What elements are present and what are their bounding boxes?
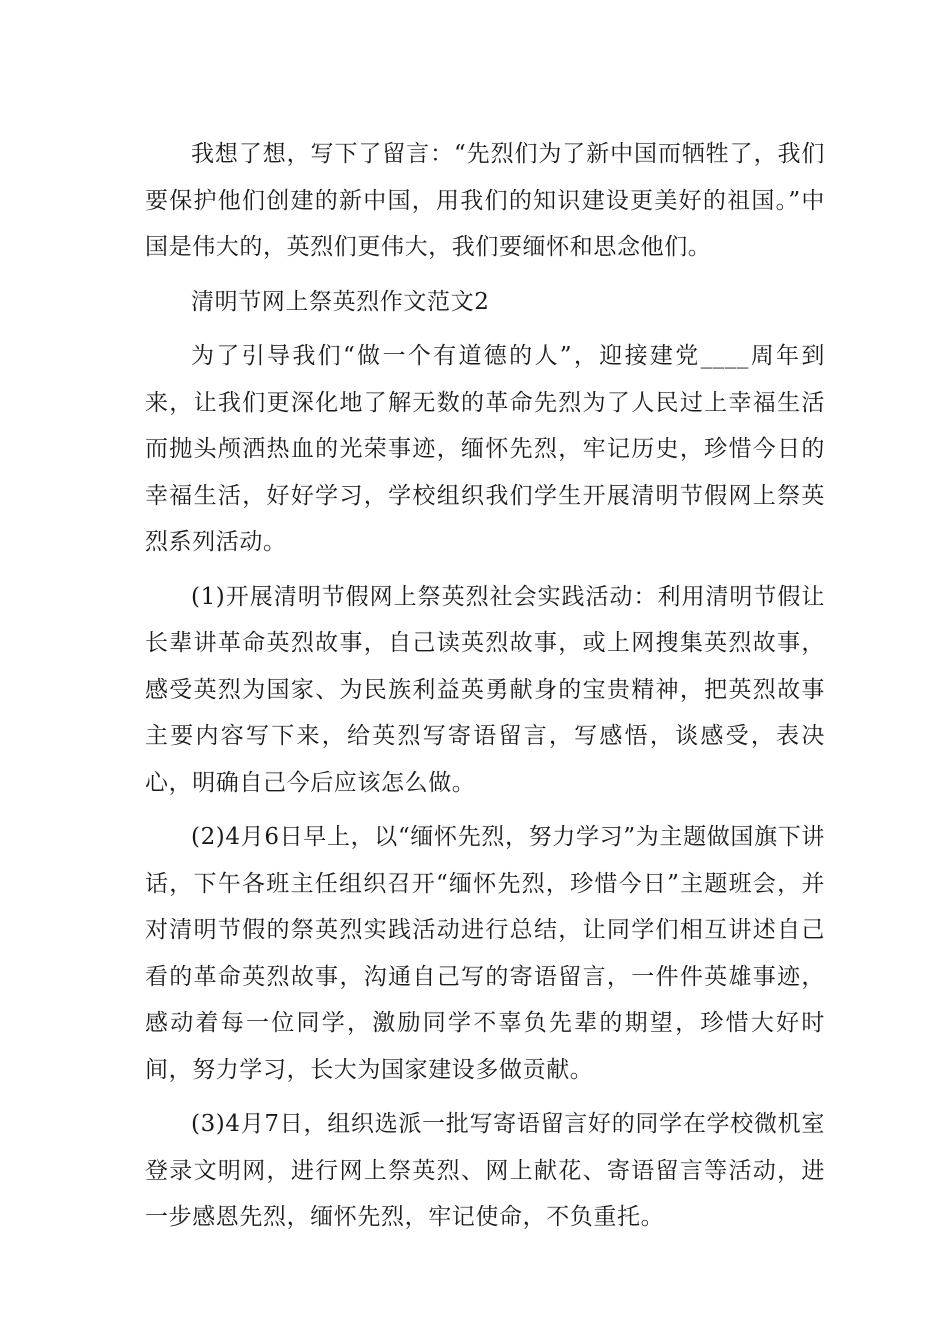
document-body — [145, 131, 825, 1249]
paragraph-intro: 为了引导我们“做一个有道德的人”，迎接建党____周年到来，让我们更深化地了解无数的革命先烈为了人民过上幸福生活而抛头颅洒热血的光荣事迹，缅怀先烈，牢记历史，珍惜今日的幸福生活，好好学习，学校组织我们学生开展清明节假网上祭英烈系列活动。 — [145, 343, 825, 555]
paragraph-item-2: (2)4月6日早上，以“缅怀先烈，努力学习”为主题做国旗下讲话，下午各班主任组织召开“缅怀先烈，珍惜今日”主题班会，并对清明节假的祭英烈实践活动进行总结，让同学们相互讲述自己看的革命英烈故事，沟通自己写的寄语留言，一件件英雄事迹，感动着每一位同学，激励同学不辜负先辈的期望，珍惜大好时间，努力学习，长大为国家建设多做贡献。 — [145, 824, 825, 1083]
paragraph-item-1: (1)开展清明节假网上祭英烈社会实践活动：利用清明节假让长辈讲革命英烈故事，自己读英烈故事，或上网搜集英烈故事，感受英烈为国家、为民族利益英勇献身的宝贵精神，把英烈故事主要内容写下来，给英烈写寄语留言，写感悟，谈感受，表决心，明确自己今后应该怎么做。 — [145, 583, 825, 796]
paragraph-item-3: (3)4月7日，组织选派一批写寄语留言好的同学在学校微机室登录文明网，进行网上祭英烈、网上献花、寄语留言等活动，进一步感恩先烈，缅怀先烈，牢记使命，不负重托。 — [145, 1111, 825, 1230]
section-heading: 清明节网上祭英烈作文范文2 — [191, 288, 490, 315]
paragraph-message: 我想了想，写下了留言：“先烈们为了新中国而牺牲了，我们要保护他们创建的新中国，用我们的知识建设更美好的祖国。”中国是伟大的，英烈们更伟大，我们要缅怀和思念他们。 — [145, 141, 825, 260]
